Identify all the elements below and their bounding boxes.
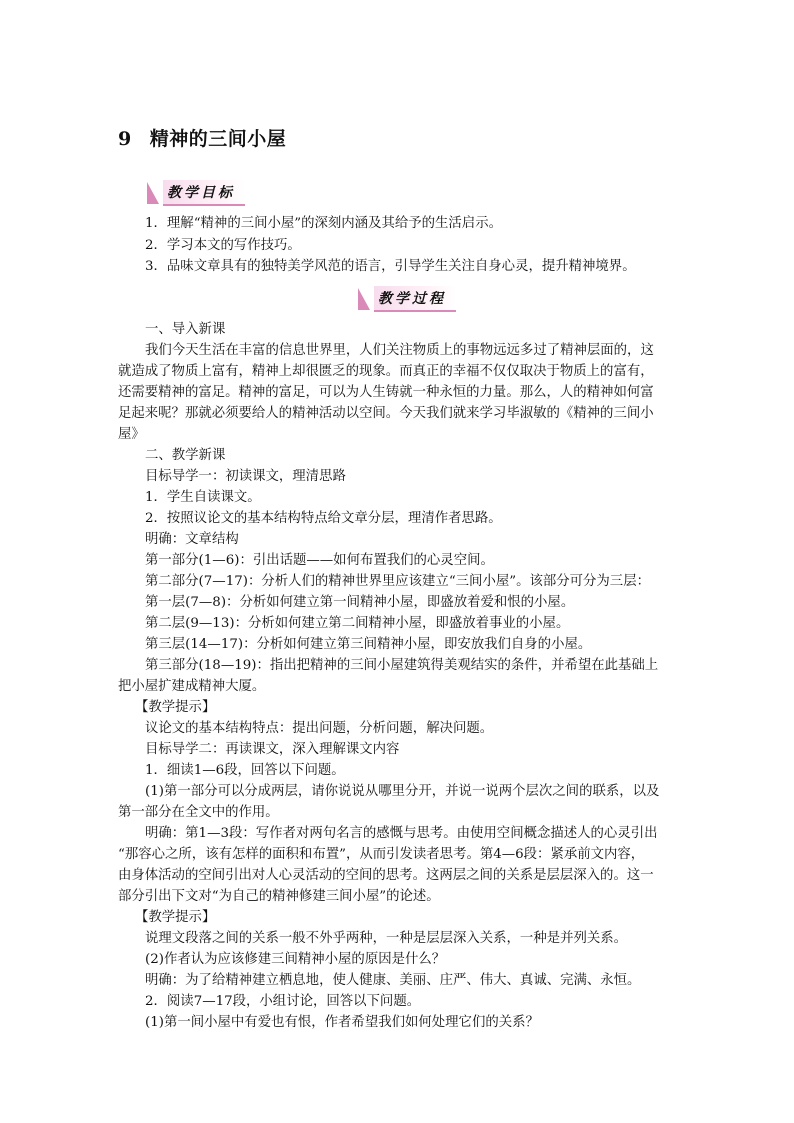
- paragraph-line: 还需要精神的富足。精神的富足，可以为人生铸就一种永恒的力量。那么，人的精神如何富: [118, 385, 654, 400]
- paragraph-line: 我们今天生活在丰富的信息世界里，人们关注物质上的事物远远多过了精神层面的，这: [145, 343, 654, 358]
- paragraph-line: (1)第一间小屋中有爱也有恨，作者希望我们如何处理它们的关系？: [145, 1015, 539, 1030]
- section-heading: 二、教学新课: [145, 448, 226, 463]
- paragraph-line: 2．阅读7—17段，小组讨论，回答以下问题。: [145, 994, 421, 1009]
- paragraph-line: 屋》: [118, 427, 145, 442]
- banner-label: 教学目标: [163, 180, 245, 206]
- section-banner-goals: [147, 181, 245, 205]
- paragraph-line: 由身体活动的空间引出对人心灵活动的空间的思考。这两层之间的关系是层层深入的。这一: [118, 868, 654, 883]
- paragraph-line: 议论文的基本结构特点：提出问题，分析问题，解决问题。: [145, 721, 494, 736]
- paragraph-line: 第三层(14—17)：分析如何建立第三间精神小屋，即安放我们自身的小屋。: [145, 637, 592, 652]
- teaching-tip-heading: 【教学提示】: [135, 700, 216, 715]
- paragraph-line: 把小屋扩建成精神大厦。: [118, 679, 266, 694]
- lesson-title-text: 精神的三间小屋: [149, 128, 287, 150]
- paragraph-line: (2)作者认为应该修建三间精神小屋的原因是什么？: [145, 952, 446, 967]
- paragraph-line: 目标导学二：再读课文，深入理解课文内容: [145, 742, 400, 757]
- paragraph-line: 明确：第1—3段：写作者对两句名言的感慨与思考。由使用空间概念描述人的心灵引出: [145, 826, 658, 841]
- paragraph-line: 说理文段落之间的关系一般不外乎两种，一种是层层深入关系，一种是并列关系。: [145, 931, 628, 946]
- banner-triangle-icon: [147, 182, 159, 204]
- paragraph-line: 1．细读1—6段，回答以下问题。: [145, 763, 345, 778]
- paragraph-line: 第一部分在全文中的作用。: [118, 805, 279, 820]
- banner-triangle-icon: [358, 288, 370, 310]
- paragraph-line: (1)第一部分可以分成两层，请你说说从哪里分开，并说一说两个层次之间的联系，以及: [145, 784, 660, 799]
- goal-line: 2．学习本文的写作技巧。: [145, 238, 301, 253]
- teaching-tip-heading: 【教学提示】: [135, 910, 216, 925]
- lesson-number: 9: [118, 128, 132, 150]
- paragraph-line: 1．学生自读课文。: [145, 490, 261, 505]
- paragraph-line: 目标导学一：初读课文，理清思路: [145, 469, 346, 484]
- paragraph-line: 第三部分(18—19)：指出把精神的三间小屋建筑得美观结实的条件，并希望在此基础上: [145, 658, 659, 673]
- section-banner-process: [358, 287, 456, 311]
- paragraph-line: “那容心之所，该有怎样的面积和布置”，从而引发读者思考。第4—6段：紧承前文内容，: [118, 847, 645, 862]
- paragraph-line: 明确：文章结构: [145, 532, 239, 547]
- goal-line: 1．理解“精神的三间小屋”的深刻内涵及其给予的生活启示。: [145, 216, 502, 231]
- paragraph-line: 2．按照议论文的基本结构特点给文章分层，理清作者思路。: [145, 511, 502, 526]
- paragraph-line: 足起来呢？那就必须要给人的精神活动以空间。今天我们就来学习毕淑敏的《精神的三间小: [118, 406, 654, 421]
- lesson-title: [118, 124, 286, 151]
- section-heading: 一、导入新课: [145, 322, 226, 337]
- banner-label: 教学过程: [374, 286, 456, 312]
- goal-line: 3．品味文章具有的独特美学风范的语言，引导学生关注自身心灵，提升精神境界。: [145, 259, 636, 274]
- paragraph-line: 就造成了物质上富有，精神上却很匮乏的现象。而真正的幸福不仅仅取决于物质上的富有，: [118, 364, 654, 379]
- paragraph-line: 部分引出下文对“为自己的精神修建三间小屋”的论述。: [118, 889, 440, 904]
- paragraph-line: 第二层(9—13)：分析如何建立第二间精神小屋，即盛放着事业的小屋。: [145, 616, 570, 631]
- paragraph-line: 第一部分(1—6)：引出话题——如何布置我们的心灵空间。: [145, 553, 494, 568]
- paragraph-line: 第一层(7—8)：分析如何建立第一间精神小屋，即盛放着爱和恨的小屋。: [145, 595, 575, 610]
- paragraph-line: 第二部分(7—17)：分析人们的精神世界里应该建立“三间小屋”。该部分可分为三层：: [145, 574, 650, 589]
- paragraph-line: 明确：为了给精神建立栖息地，使人健康、美丽、庄严、伟大、真诚、完满、永恒。: [145, 973, 641, 988]
